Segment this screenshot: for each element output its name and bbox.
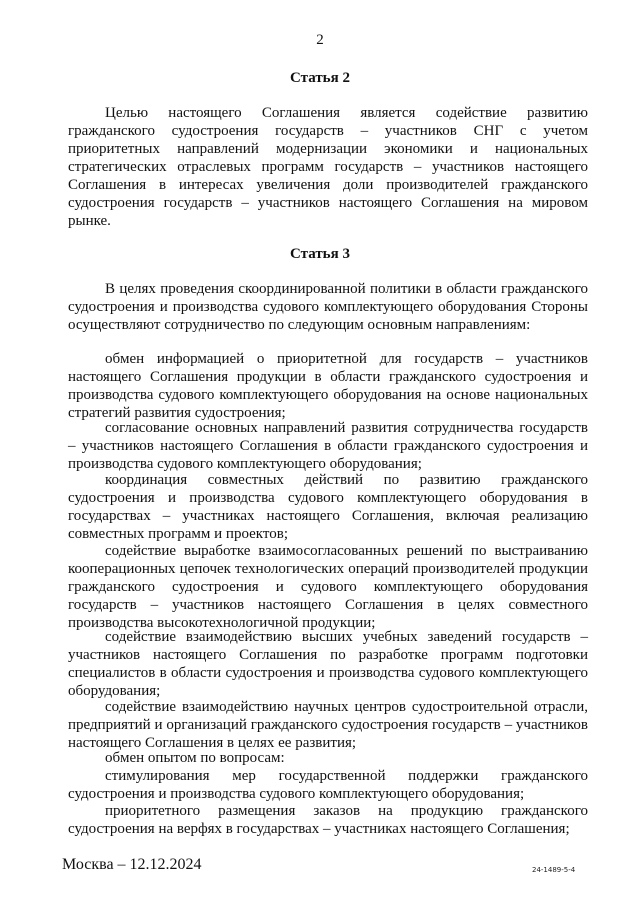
- article-3-paragraph: содействие выработке взаимосогласованных решений по выстраиванию кооперационных цепочек технологических операций производителей продукции гражданского судостроения и судового комплектующего оборудования государств – участников настоящего Соглашения в целях совместного производства высокотехнологичной продукции;: [68, 543, 588, 631]
- article-3-paragraph: приоритетного размещения заказов на продукцию гражданского судостроения на верфях в государствах – участниках настоящего Соглашения;: [68, 803, 588, 837]
- footer-doc-code: 24-1489-5-4: [532, 866, 576, 874]
- article-2-paragraph: Целью настоящего Соглашения является содействие развитию гражданского судостроения государств – участников СНГ с учетом приоритетных направлений модернизации экономики и национальных стратегических отраслевых программ государств – участников настоящего Соглашения в интересах увеличения доли производителей гражданского судостроения государств – участников настоящего Соглашения на мировом рынке.: [68, 105, 588, 229]
- article-3-heading: Статья 3: [290, 246, 350, 262]
- footer-place-date: Москва – 12.12.2024: [62, 856, 202, 873]
- page-number: 2: [316, 32, 324, 48]
- article-3-paragraph: содействие взаимодействию высших учебных заведений государств – участников настоящего Соглашения по разработке программ подготовки специалистов в области судостроения и производства судового комплектующего оборудования;: [68, 629, 588, 699]
- article-3-paragraph: согласование основных направлений развития сотрудничества государств – участников настоящего Соглашения в области гражданского судостроения и производства судового комплектующего оборудования;: [68, 420, 588, 472]
- article-3-paragraph: обмен информацией о приоритетной для государств – участников настоящего Соглашения продукции в области гражданского судостроения и производства судового комплектующего оборудования на основе национальных стратегий развития судостроения;: [68, 351, 588, 421]
- article-3-paragraph: координация совместных действий по развитию гражданского судостроения и производства судового комплектующего оборудования в государствах – участниках настоящего Соглашения, включая реализацию совместных программ и проектов;: [68, 472, 588, 542]
- article-3-paragraph: содействие взаимодействию научных центров судостроительной отрасли, предприятий и организаций гражданского судостроения государств – участников настоящего Соглашения в целях ее развития;: [68, 699, 588, 751]
- article-3-paragraph: В целях проведения скоординированной политики в области гражданского судостроения и производства судового комплектующего оборудования Стороны осуществляют сотрудничество по следующим основным направлениям:: [68, 281, 588, 333]
- article-3-paragraph: стимулирования мер государственной поддержки гражданского судостроения и производства судового комплектующего оборудования;: [68, 768, 588, 802]
- article-2-heading: Статья 2: [290, 70, 350, 86]
- article-3-paragraph: обмен опытом по вопросам:: [105, 750, 285, 766]
